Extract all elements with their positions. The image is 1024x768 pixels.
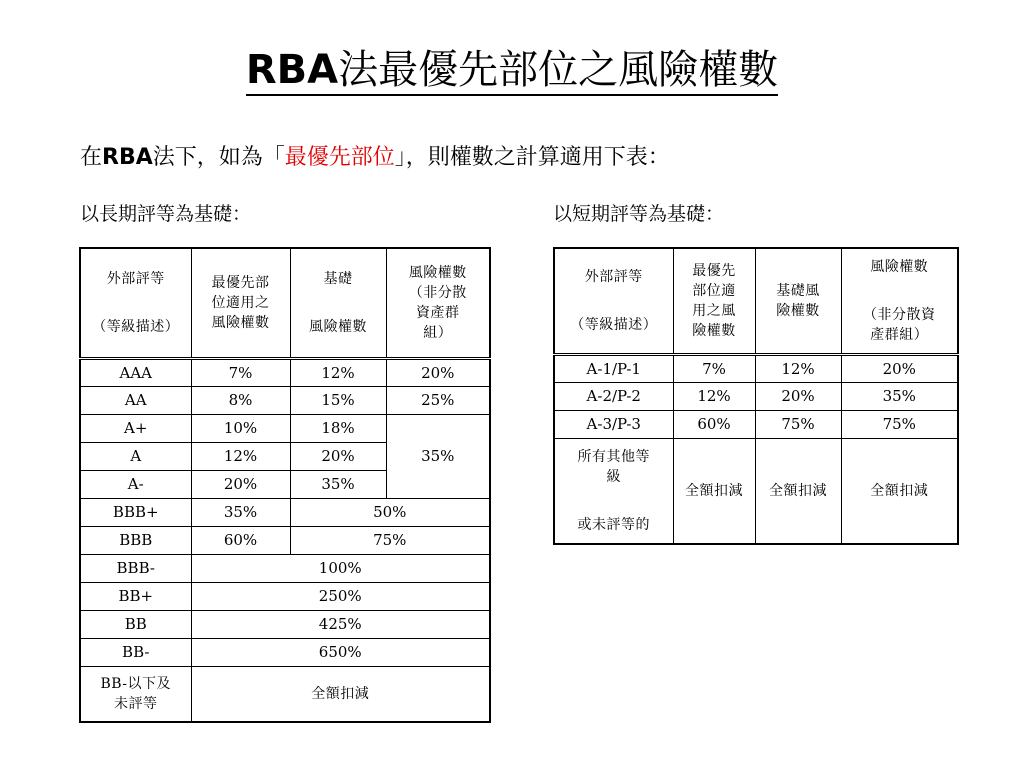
table-row: BB+ 250%: [80, 582, 490, 610]
header-base-weight: 基礎 風險權數: [290, 248, 386, 358]
table-row: BBB 60% 75%: [80, 526, 490, 554]
table-row: A-3/P-3 60% 75% 75%: [554, 410, 958, 438]
header-rating: 外部評等 （等級描述）: [554, 248, 673, 354]
table-row: A-2/P-2 12% 20% 35%: [554, 382, 958, 410]
intro-highlight: 最優先部位: [284, 145, 395, 170]
intro-sentence: [80, 140, 670, 171]
header-senior-weight: 最優先 部位適 用之風 險權數: [673, 248, 755, 354]
long-term-table: [79, 247, 491, 723]
header-senior-weight: 最優先部 位適用之 風險權數: [191, 248, 290, 358]
table-row: BB 425%: [80, 610, 490, 638]
table-row-last: BB-以下及 未評等 全額扣減: [80, 666, 490, 722]
table-row: AA 8% 15% 25%: [80, 386, 490, 414]
table-row: A-1/P-1 7% 12% 20%: [554, 354, 958, 382]
long-table-header-row: [80, 248, 490, 358]
title-rest: 法最優先部位之風險權數: [338, 47, 779, 93]
page-title: [0, 38, 1024, 95]
header-nongranular-weight: 風險權數 （非分散 資產群 組）: [386, 248, 490, 358]
table-row: A+ 10% 18% 35%: [80, 414, 490, 442]
title-rba: RBA: [245, 47, 339, 93]
short-table-header-row: [554, 248, 958, 354]
intro-rba: RBA: [102, 145, 153, 170]
table-row: BBB- 100%: [80, 554, 490, 582]
intro-prefix: 在: [80, 145, 103, 170]
short-term-table: [553, 247, 959, 545]
header-nongranular-weight: 風險權數 （非分散資 產群組）: [841, 248, 958, 354]
table-row-last: 所有其他等 級 或未評等的 全額扣減 全額扣減 全額扣減: [554, 438, 958, 544]
table-row: AAA 7% 12% 20%: [80, 358, 490, 386]
table-row: A 12% 20%: [80, 442, 490, 470]
header-rating: 外部評等 （等級描述）: [80, 248, 191, 358]
table-row: A- 20% 35%: [80, 470, 490, 498]
short-term-label: 以短期評等為基礎：: [553, 203, 725, 225]
header-base-weight: 基礎風 險權數: [755, 248, 841, 354]
intro-mid: 法下，如為「: [152, 145, 285, 170]
long-term-label: 以長期評等為基礎：: [80, 203, 252, 225]
a-group-nongranular-cell: 35%: [386, 414, 490, 498]
table-row: BBB+ 35% 50%: [80, 498, 490, 526]
intro-suffix: 」，則權數之計算適用下表：: [394, 145, 670, 170]
table-row: BB- 650%: [80, 638, 490, 666]
